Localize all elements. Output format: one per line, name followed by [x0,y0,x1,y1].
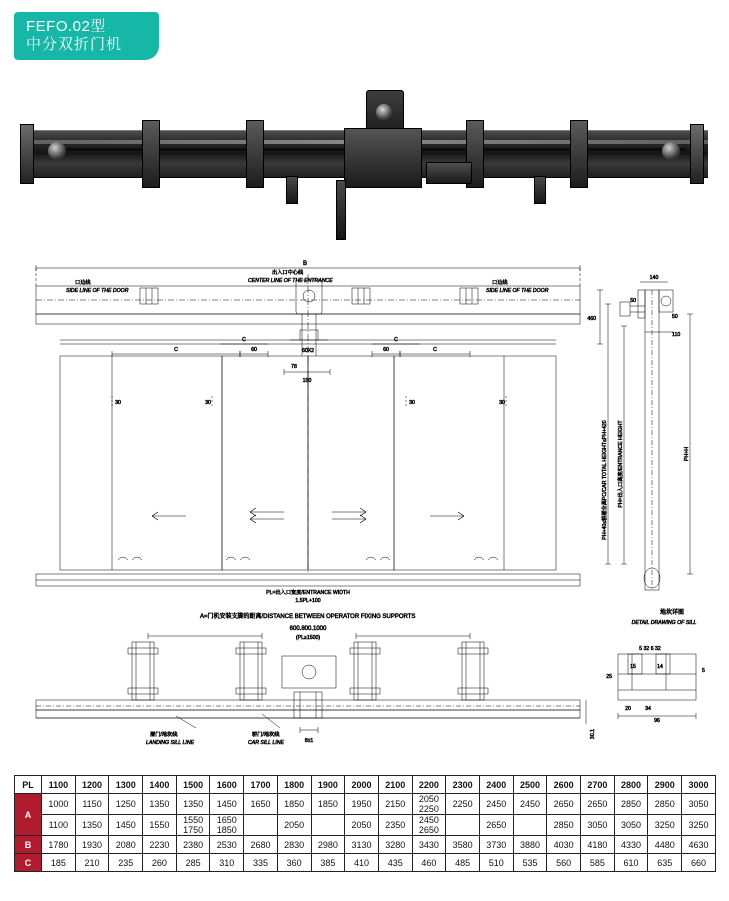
table-cell-b-4: 2380 [176,836,210,854]
table-cell-a-top-13: 2450 [479,794,513,815]
table-cell-pl-18: 2900 [648,776,682,794]
operator-support-distance-title: A=门机安装支脚的距离/DISTANCE BETWEEN OPERATOR FIXING SUPPORTS [200,614,416,620]
dim-30-3: 30 [409,400,415,406]
door-side-right-en: SIDE LINE OF THE DOOR [486,288,549,294]
table-cell-b-17: 4330 [614,836,648,854]
table-cell-a-bottom-8 [311,815,345,836]
photo-end-cap-left [20,124,34,184]
entrance-center-cn: 出入口中心线 [272,270,304,276]
table-cell-b-3: 2230 [143,836,177,854]
table-cell-a-top-7: 1850 [277,794,311,815]
table-cell-a-top-15: 2650 [547,794,581,815]
table-cell-a-top-1: 1150 [75,794,109,815]
photo-pulley-left [48,142,66,160]
table-cell-pl-2: 1300 [109,776,143,794]
table-cell-b-6: 2680 [244,836,278,854]
table-cell-c-12: 485 [446,854,480,872]
table-cell-pl-16: 2700 [581,776,615,794]
table-cell-b-13: 3730 [479,836,513,854]
technical-drawing [0,244,729,764]
photo-hanger-a [286,176,298,204]
product-title-badge [14,12,159,60]
table-cell-a-bottom-17: 3050 [614,815,648,836]
table-cell-pl-5: 1600 [210,776,244,794]
dim-B-label: B [302,261,308,267]
dim-150: 150 [302,378,312,384]
table-cell-a-bottom-11: 2450 2650 [412,815,446,836]
table-cell-pl-6: 1700 [244,776,278,794]
table-row-b [15,836,716,854]
sill-dim-14: 14 [657,664,663,670]
table-cell-a-bottom-19: 3250 [682,815,716,836]
photo-belt-left [54,148,354,151]
table-cell-b-14: 3880 [513,836,547,854]
table-cell-c-15: 560 [547,854,581,872]
table-cell-b-8: 2980 [311,836,345,854]
table-cell-a-top-9: 1950 [345,794,379,815]
table-cell-c-18: 635 [648,854,682,872]
table-cell-a-top-11: 2050 2250 [412,794,446,815]
sill-dim-15: 15 [630,664,636,670]
table-cell-c-7: 360 [277,854,311,872]
table-cell-pl-1: 1200 [75,776,109,794]
table-cell-a-bottom-12 [446,815,480,836]
table-cell-a-bottom-6 [244,815,278,836]
photo-hanger-b [534,176,546,204]
photo-pulley-right [662,142,680,160]
table-cell-a-bottom-5: 1650 1850 [210,815,244,836]
product-model: FEFO.02型 [26,18,106,35]
dim-50-b: 50 [672,314,678,320]
sill-dim-top: 5 32 6 32 [639,646,661,652]
table-cell-c-14: 535 [513,854,547,872]
table-cell-b-15: 4030 [547,836,581,854]
table-cell-b-0: 1780 [42,836,76,854]
table-cell-pl-19: 3000 [682,776,716,794]
dim-60-left: 60 [251,347,257,353]
table-cell-c-17: 610 [614,854,648,872]
door-side-right-cn: 口边线 [492,280,508,286]
table-cell-a-top-10: 2150 [378,794,412,815]
table-cell-pl-8: 1900 [311,776,345,794]
door-side-left-cn: 口边线 [75,280,91,286]
table-cell-c-11: 460 [412,854,446,872]
table-cell-b-19: 4630 [682,836,716,854]
table-row-a [15,794,716,815]
table-cell-c-9: 410 [345,854,379,872]
sill-dim-25: 25 [606,674,612,680]
table-cell-a-top-12: 2250 [446,794,480,815]
table-cell-pl-13: 2400 [479,776,513,794]
table-cell-a-bottom-13: 2650 [479,815,513,836]
landing-sill-cn: 層门/地坎线 [150,732,178,738]
label-car-total-height: PH+40≤轿厢全高PC/CAR TOTAL HEIGHT≤PH+420 [602,420,608,540]
sill-detail-title-cn: 地坎详图 [659,610,685,616]
table-cell-b-16: 4180 [581,836,615,854]
table-cell-c-8: 385 [311,854,345,872]
table-cell-b-1: 1930 [75,836,109,854]
table-cell-c-1: 210 [75,854,109,872]
photo-end-cap-right [690,124,704,184]
table-cell-a-top-17: 2850 [614,794,648,815]
dim-50-a: 50 [630,298,636,304]
table-cell-a-top-0: 1000 [42,794,76,815]
landing-sill-en: LANDING SILL LINE [146,740,195,746]
table-cell-a-bottom-7: 2050 [277,815,311,836]
dim-60x2: 60X2 [301,348,315,354]
table-cell-a-top-3: 1350 [143,794,177,815]
table-cell-b-11: 3430 [412,836,446,854]
table-cell-c-4: 285 [176,854,210,872]
table-cell-pl-3: 1400 [143,776,177,794]
label-ph-h: PH+H [684,447,690,461]
table-row-pl [15,776,716,794]
car-sill-cn: 轿门/地坎线 [252,732,280,738]
table-cell-pl-12: 2300 [446,776,480,794]
table-cell-c-19: 660 [682,854,716,872]
operator-support-values: 600.800.1000 [289,626,327,632]
sill-dim-34: 34 [645,706,651,712]
dim-110: 110 [672,332,681,338]
table-cell-c-2: 235 [109,854,143,872]
table-cell-c-13: 510 [479,854,513,872]
photo-coupler-arm [336,180,346,240]
table-cell-pl-0: 1100 [42,776,76,794]
table-cell-pl-15: 2600 [547,776,581,794]
table-cell-a-top-18: 2850 [648,794,682,815]
table-cell-a-bottom-2: 1450 [109,815,143,836]
operator-support-note: (PL≥1500) [295,635,321,641]
dim-gap-8: 8±1 [304,738,314,744]
table-cell-a-bottom-16: 3050 [581,815,615,836]
dim-60-right: 60 [383,347,389,353]
table-row-label-c: C [15,854,42,872]
table-row-c [15,854,716,872]
table-cell-a-top-5: 1450 [210,794,244,815]
table-row-a2 [15,815,716,836]
sill-dim-5: 5 [702,668,705,674]
table-cell-a-top-2: 1250 [109,794,143,815]
table-cell-b-10: 3280 [378,836,412,854]
table-cell-a-bottom-9: 2050 [345,815,379,836]
table-cell-a-bottom-3: 1550 [143,815,177,836]
dim-460: 460 [587,316,596,322]
table-cell-a-top-6: 1650 [244,794,278,815]
table-cell-a-bottom-1: 1350 [75,815,109,836]
door-side-left-en: SIDE LINE OF THE DOOR [66,288,129,294]
door-operator-photo [14,84,714,234]
table-cell-b-5: 2530 [210,836,244,854]
dim-30-1: 30 [115,400,121,406]
table-cell-c-3: 260 [143,854,177,872]
table-row-label-b: B [15,836,42,854]
table-cell-a-bottom-15: 2850 [547,815,581,836]
table-cell-c-10: 435 [378,854,412,872]
table-cell-pl-17: 2800 [614,776,648,794]
table-cell-c-6: 335 [244,854,278,872]
dim-C-right-inner: C [394,337,398,343]
entrance-width-formula: 1.5PL+100 [295,598,321,604]
table-cell-c-5: 310 [210,854,244,872]
entrance-width-label: PL=出入口宽度/ENTRANCE WIDTH [266,590,350,596]
dim-C-left-outer: C [174,347,178,353]
table-cell-b-12: 3580 [446,836,480,854]
photo-motor-hub [376,104,392,120]
table-cell-c-0: 185 [42,854,76,872]
dim-78: 78 [291,364,297,370]
dim-140: 140 [649,275,659,281]
table-cell-b-9: 3130 [345,836,379,854]
table-cell-a-top-19: 3050 [682,794,716,815]
table-cell-b-2: 2080 [109,836,143,854]
table-cell-pl-4: 1500 [176,776,210,794]
sill-detail-title-en: DETAIL DRAWING OF SILL [631,620,697,626]
table-cell-a-bottom-4: 1550 1750 [176,815,210,836]
photo-hanger-sled-1 [142,120,160,188]
table-cell-a-bottom-18: 3250 [648,815,682,836]
table-cell-a-bottom-0: 1100 [42,815,76,836]
dim-30-4: 30 [499,400,505,406]
entrance-center-en: CENTER LINE OF THE ENTRANCE [248,278,333,284]
table-cell-b-7: 2830 [277,836,311,854]
table-row-label-pl: PL [15,776,42,794]
table-row-label-a: A [15,794,42,836]
dim-C-left-inner: C [242,337,246,343]
spec-table [14,775,716,872]
photo-center-plate [344,128,422,188]
product-name: 中分双折门机 [26,36,123,53]
car-sill-en: CAR SILL LINE [248,740,284,746]
table-cell-a-top-16: 2650 [581,794,615,815]
label-entrance-height: PH=出入口高度/ENTRANCE HEIGHT [618,420,624,508]
photo-control-box [426,162,472,184]
table-cell-a-top-8: 1850 [311,794,345,815]
sill-dim-20: 20 [625,706,631,712]
table-cell-pl-14: 2500 [513,776,547,794]
table-cell-b-18: 4480 [648,836,682,854]
spec-table-wrap [14,775,716,872]
photo-hanger-sled-4 [570,120,588,188]
table-cell-pl-10: 2100 [378,776,412,794]
dim-30-1-bottom: 30.1 [590,728,596,740]
dim-30-2: 30 [205,400,211,406]
photo-hanger-sled-2 [246,120,264,188]
sill-dim-96: 96 [654,718,660,724]
table-cell-a-bottom-10: 2350 [378,815,412,836]
table-cell-a-top-4: 1350 [176,794,210,815]
dim-C-right-outer: C [433,347,437,353]
photo-belt-right [386,148,686,151]
table-cell-pl-11: 2200 [412,776,446,794]
table-cell-a-bottom-14 [513,815,547,836]
table-cell-pl-9: 2000 [345,776,379,794]
table-cell-pl-7: 1800 [277,776,311,794]
table-cell-c-16: 585 [581,854,615,872]
table-cell-a-top-14: 2450 [513,794,547,815]
